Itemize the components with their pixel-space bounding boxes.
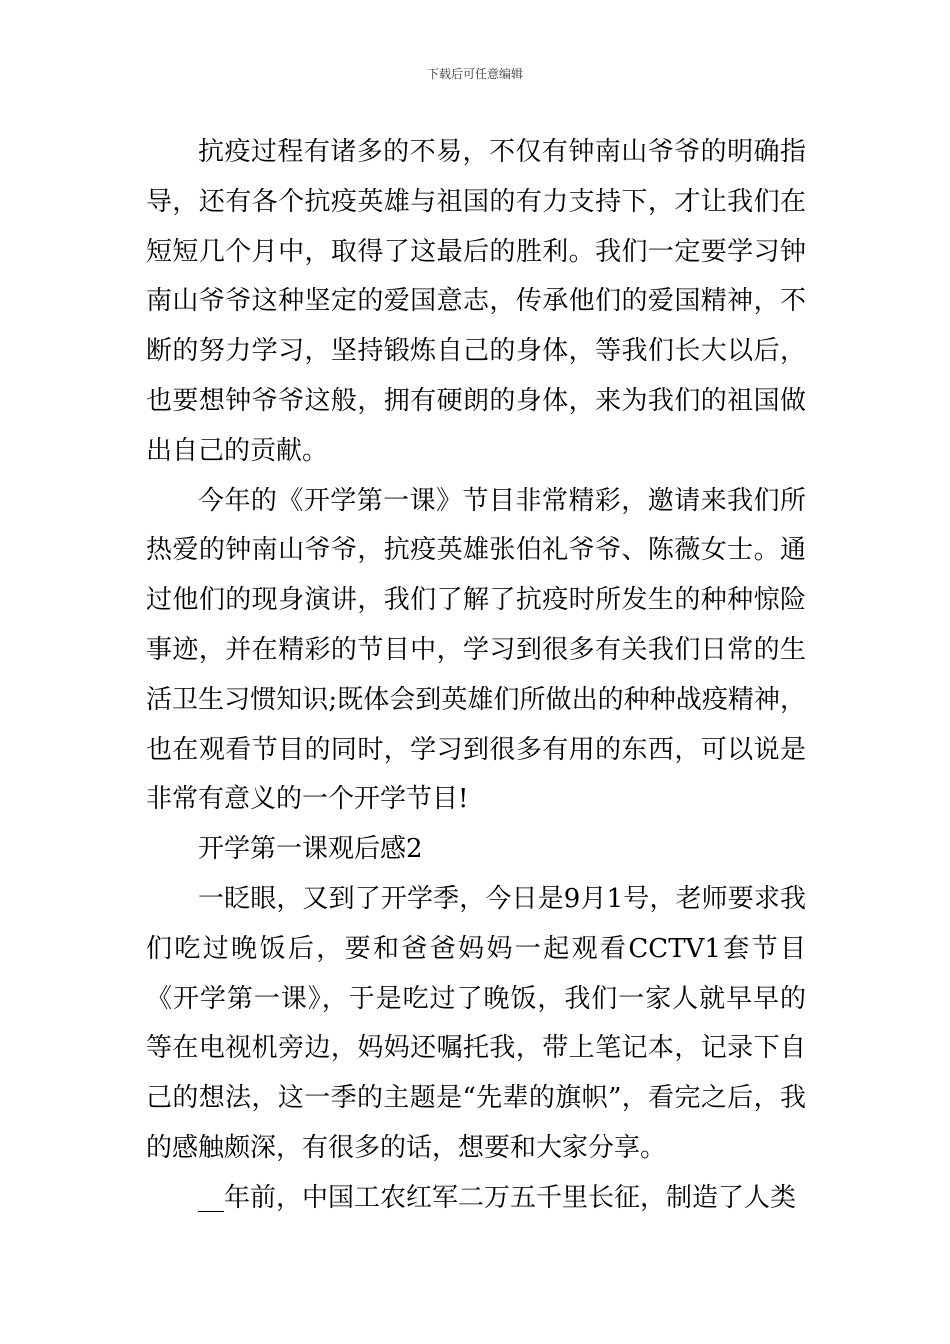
section-heading: 开学第一课观后感2	[198, 834, 423, 865]
paragraph-4: __年前，中国工农红军二万五千里长征，制造了人类	[198, 1182, 797, 1213]
document-body	[146, 128, 806, 1224]
page-header-note: 下载后可任意编辑	[426, 67, 523, 81]
paragraph-2: 今年的《开学第一课》节目非常精彩，邀请来我们所热爱的钟南山爷爷，抗疫英雄张伯礼爷爷、陈薇女士。通过他们的现身演讲，我们了解了抗疫时所发生的种种惊险事迹，并在精彩的节目中，学习到很多有关我们日常的生活卫生习惯知识;既体会到英雄们所做出的种种战疫精神，也在观看节目的同时，学习到很多有用的东西，可以说是非常有意义的一个开学节目!	[146, 485, 806, 815]
paragraph-3: 一眨眼，又到了开学季，今日是9月1号，老师要求我们吃过晚饭后，要和爸爸妈妈一起观看CCTV1套节目《开学第一课》，于是吃过了晚饭，我们一家人就早早的等在电视机旁边，妈妈还嘱托我，带上笔记本，记录下自己的想法，这一季的主题是“先辈的旗帜”，看完之后，我的感触颇深，有很多的话，想要和大家分享。	[146, 883, 806, 1163]
paragraph-1: 抗疫过程有诸多的不易，不仅有钟南山爷爷的明确指导，还有各个抗疫英雄与祖国的有力支持下，才让我们在短短几个月中，取得了这最后的胜利。我们一定要学习钟南山爷爷这种坚定的爱国意志，传承他们的爱国精神，不断的努力学习，坚持锻炼自己的身体，等我们长大以后，也要想钟爷爷这般，拥有硬朗的身体，来为我们的祖国做出自己的贡献。	[146, 137, 806, 466]
